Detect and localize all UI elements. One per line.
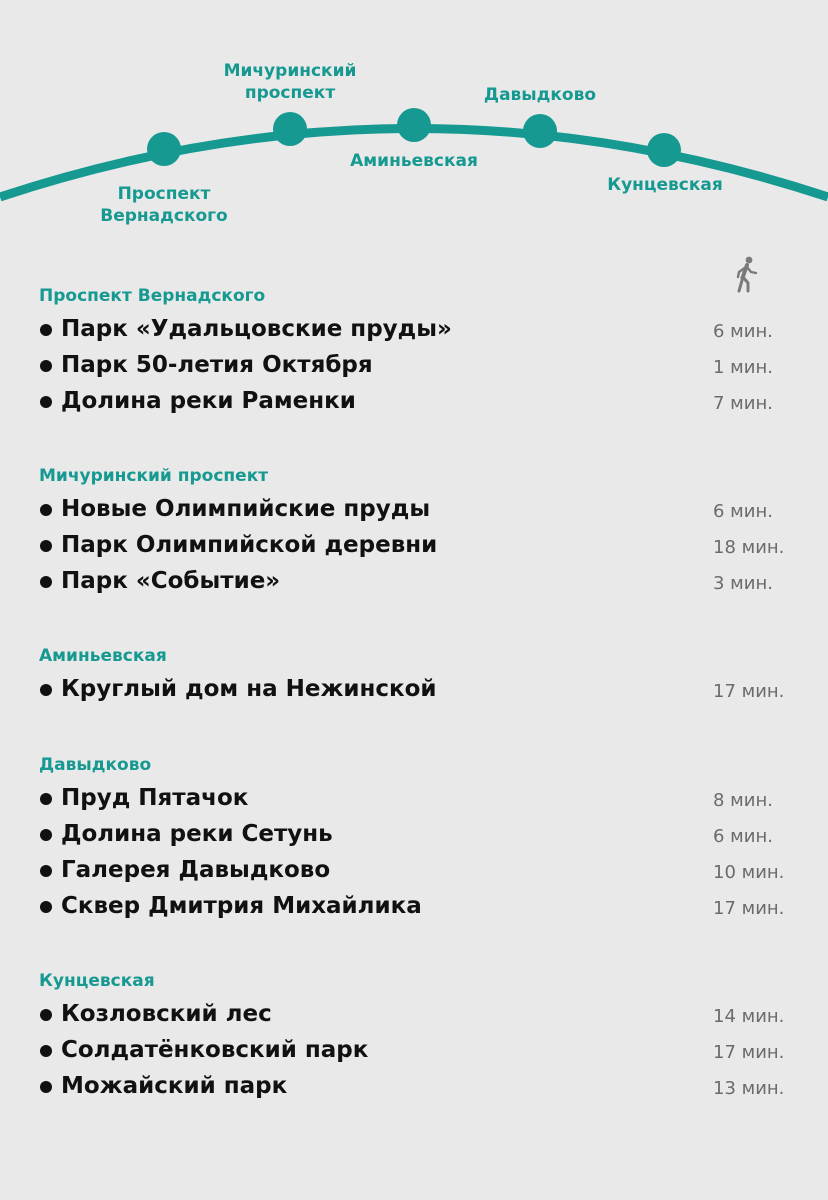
station-label-prospekt-vernadskogo: Проспект Вернадского <box>100 184 228 226</box>
section-title: Давыдково <box>39 755 152 775</box>
section-title: Аминьевская <box>39 646 167 666</box>
bullet-icon <box>40 504 52 516</box>
bullet-icon <box>40 684 52 696</box>
list-item <box>39 819 799 855</box>
bullet-icon <box>40 1045 52 1057</box>
station-label-michurinsky-prospekt: Мичуринский проспект <box>223 61 357 103</box>
walk-time: 17 мин. <box>713 681 785 702</box>
place-name: Долина реки Раменки <box>61 388 356 414</box>
list-item <box>39 999 799 1035</box>
walk-time: 7 мин. <box>713 393 773 414</box>
list-item <box>39 314 799 350</box>
station-marker-davydkovo <box>523 114 557 148</box>
bullet-icon <box>40 829 52 841</box>
place-name: Круглый дом на Нежинской <box>61 676 437 702</box>
section-title: Мичуринский проспект <box>39 466 269 486</box>
station-marker-kuntsevskaya <box>647 133 681 167</box>
walk-time: 6 мин. <box>713 826 773 847</box>
walk-time: 3 мин. <box>713 573 773 594</box>
section-davydkovo <box>39 754 799 927</box>
bullet-icon <box>40 396 52 408</box>
section-prospekt-vernadskogo <box>39 285 799 422</box>
place-name: Можайский парк <box>61 1073 288 1099</box>
bullet-icon <box>40 540 52 552</box>
bullet-icon <box>40 324 52 336</box>
place-name: Парк Олимпийской деревни <box>61 532 438 558</box>
bullet-icon <box>40 360 52 372</box>
station-label-davydkovo: Давыдково <box>483 85 597 105</box>
walk-time: 13 мин. <box>713 1078 785 1099</box>
station-label-aminyevskaya: Аминьевская <box>350 151 478 171</box>
station-marker-aminyevskaya <box>397 108 431 142</box>
list-item <box>39 1035 799 1071</box>
place-name: Долина реки Сетунь <box>61 821 333 847</box>
section-kuntsevskaya <box>39 970 799 1107</box>
place-name: Сквер Дмитрия Михайлика <box>61 893 422 919</box>
station-marker-prospekt-vernadskogo <box>147 132 181 166</box>
list-item <box>39 891 799 927</box>
list-item <box>39 566 799 602</box>
list-item <box>39 494 799 530</box>
walk-time: 18 мин. <box>713 537 785 558</box>
walk-time: 17 мин. <box>713 898 785 919</box>
place-name: Новые Олимпийские пруды <box>61 496 431 522</box>
bullet-icon <box>40 865 52 877</box>
walk-time: 6 мин. <box>713 321 773 342</box>
list-item <box>39 674 799 710</box>
list-item <box>39 855 799 891</box>
section-aminyevskaya <box>39 645 799 710</box>
walk-time: 6 мин. <box>713 501 773 522</box>
station-marker-michurinsky-prospekt <box>273 112 307 146</box>
walk-time: 14 мин. <box>713 1006 785 1027</box>
section-title: Проспект Вернадского <box>39 286 266 306</box>
list-item <box>39 783 799 819</box>
place-name: Парк 50-летия Октября <box>61 352 373 378</box>
place-name: Пруд Пятачок <box>61 785 249 811</box>
place-name: Парк «Удальцовские пруды» <box>61 316 452 342</box>
list-item <box>39 350 799 386</box>
walk-time: 1 мин. <box>713 357 773 378</box>
walk-time: 10 мин. <box>713 862 785 883</box>
bullet-icon <box>40 576 52 588</box>
walk-time: 17 мин. <box>713 1042 785 1063</box>
station-label-kuntsevskaya: Кунцевская <box>607 175 723 195</box>
bullet-icon <box>40 1009 52 1021</box>
bullet-icon <box>40 901 52 913</box>
walk-time: 8 мин. <box>713 790 773 811</box>
bullet-icon <box>40 793 52 805</box>
section-title: Кунцевская <box>39 971 155 991</box>
place-name: Козловский лес <box>61 1001 272 1027</box>
list-item <box>39 386 799 422</box>
place-name: Солдатёнковский парк <box>61 1037 369 1063</box>
place-name: Галерея Давыдково <box>61 857 331 883</box>
list-item <box>39 1071 799 1107</box>
list-item <box>39 530 799 566</box>
section-michurinsky-prospekt <box>39 465 799 602</box>
place-name: Парк «Событие» <box>61 568 281 594</box>
bullet-icon <box>40 1081 52 1093</box>
